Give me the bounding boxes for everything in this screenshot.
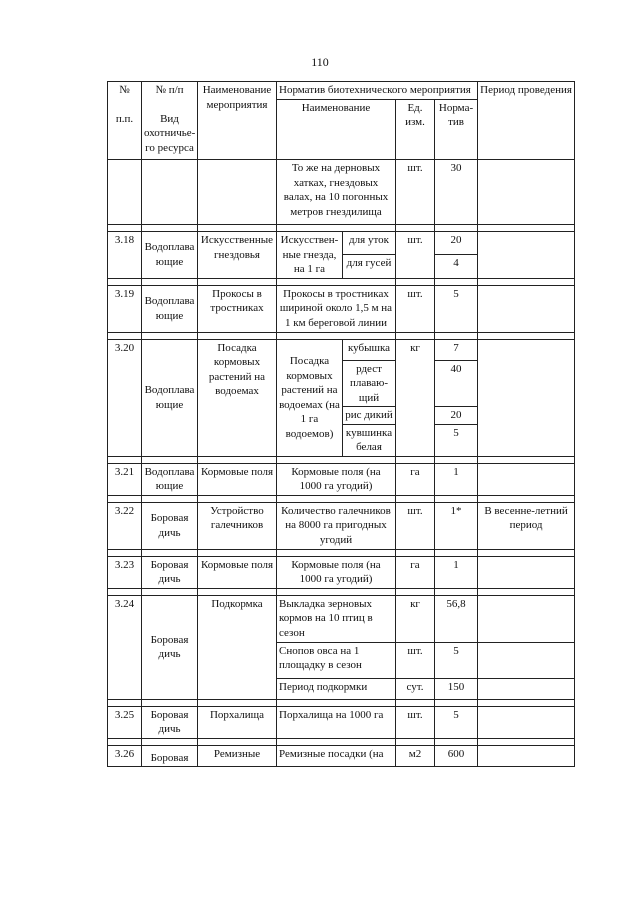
- row-norm: 7: [435, 339, 478, 360]
- row-num: 3.21: [108, 463, 142, 495]
- row-name: Кормовые поля (на 1000 га угодий): [277, 556, 396, 588]
- row-sub: для гусей: [343, 255, 396, 278]
- table-row: [108, 745, 575, 767]
- row-sub: для уток: [343, 232, 396, 255]
- header-num-line2: п.п.: [115, 112, 134, 125]
- row-unit: сут.: [396, 678, 435, 699]
- row-resource: Водоплава ющие: [142, 463, 198, 495]
- row-event: Искусственные гнездовья: [198, 232, 277, 279]
- cont-name: То же на дерновых хатках, гнездовых валах, на 10 погонных метров гнездилища: [277, 160, 396, 225]
- table-row: [108, 556, 575, 588]
- table-row: [108, 463, 575, 495]
- row-unit: шт.: [396, 642, 435, 678]
- row-norm: 1*: [435, 502, 478, 549]
- row-unit: кг: [396, 595, 435, 642]
- row-event: Порхалища: [198, 706, 277, 738]
- row-num: 3.24: [108, 595, 142, 699]
- row-unit: шт.: [396, 502, 435, 549]
- row-norm: 4: [435, 255, 478, 278]
- row-resource: Боровая: [142, 745, 198, 767]
- row-norm: 20: [435, 232, 478, 255]
- row-norm: 1: [435, 556, 478, 588]
- row-name: Ремизные посадки (на: [277, 745, 396, 767]
- row-norm: 5: [435, 706, 478, 738]
- row-unit: га: [396, 556, 435, 588]
- row-unit: м2: [396, 745, 435, 767]
- row-unit: кг: [396, 339, 435, 456]
- row-norm: 20: [435, 407, 478, 425]
- header-resource-line2: Вид охотничье-го ресурса: [144, 112, 196, 154]
- row-unit: шт.: [396, 706, 435, 738]
- page-number: 110: [311, 55, 329, 69]
- table-row: [108, 595, 575, 642]
- row-resource: Боровая дичь: [142, 502, 198, 549]
- header-resource-line1: № п/п: [155, 84, 184, 96]
- row-event: Прокосы в тростниках: [198, 285, 277, 332]
- row-name: Снопов овса на 1 площадку в сезон: [277, 642, 396, 678]
- row-resource: Боровая дичь: [142, 595, 198, 699]
- row-norm: 40: [435, 360, 478, 407]
- row-name: Выкладка зерновых кормов на 10 птиц в сезон: [277, 595, 396, 642]
- row-norm: 56,8: [435, 595, 478, 642]
- cont-unit: шт.: [396, 160, 435, 225]
- row-event: Кормовые поля: [198, 556, 277, 588]
- header-normative-group: Норматив биотехнического мероприятия: [277, 82, 478, 100]
- row-event: Подкормка: [198, 595, 277, 699]
- row-name: Посадка кормовых растений на водоемах (на 1 га водоемов): [277, 339, 343, 456]
- table-row: [108, 160, 575, 225]
- row-norm: 150: [435, 678, 478, 699]
- header-num-line1: №: [119, 84, 130, 96]
- norms-table: [107, 81, 575, 767]
- row-sub: кубышка: [343, 339, 396, 360]
- row-event: Ремизные: [198, 745, 277, 767]
- table-row: [108, 285, 575, 332]
- header-num: [108, 82, 142, 160]
- row-name: Кормовые поля (на 1000 га угодий): [277, 463, 396, 495]
- table-row: [108, 232, 575, 255]
- row-name: Количество галечников на 8000 га пригодных угодий: [277, 502, 396, 549]
- table-row: [108, 339, 575, 360]
- row-name: Искусствен-ные гнезда, на 1 га: [277, 232, 343, 279]
- row-name: Порхалища на 1000 га: [277, 706, 396, 738]
- row-norm: 5: [435, 642, 478, 678]
- row-num: 3.22: [108, 502, 142, 549]
- row-unit: га: [396, 463, 435, 495]
- row-num: 3.25: [108, 706, 142, 738]
- table-row: [108, 706, 575, 738]
- row-norm: 5: [435, 424, 478, 456]
- row-sub: рдест плаваю-щий: [343, 360, 396, 407]
- row-period: В весенне-летний период: [478, 502, 575, 549]
- row-num: 3.23: [108, 556, 142, 588]
- header-row: [108, 82, 575, 100]
- row-num: 3.20: [108, 339, 142, 456]
- row-name: Прокосы в тростниках шириной около 1,5 м на 1 км береговой линии: [277, 285, 396, 332]
- row-sub: кувшинка белая: [343, 424, 396, 456]
- row-resource: Водоплава ющие: [142, 285, 198, 332]
- row-resource: Боровая дичь: [142, 556, 198, 588]
- header-resource: [142, 82, 198, 160]
- header-norm: Норма-тив: [435, 99, 478, 160]
- row-resource: Боровая дичь: [142, 706, 198, 738]
- row-norm: 1: [435, 463, 478, 495]
- cont-norm: 30: [435, 160, 478, 225]
- row-sub: рис дикий: [343, 407, 396, 425]
- row-unit: шт.: [396, 232, 435, 279]
- header-norm-name: Наименование: [277, 99, 396, 160]
- row-num: 3.26: [108, 745, 142, 767]
- row-norm: 600: [435, 745, 478, 767]
- row-event: Посадка кормовых растений на водоемах: [198, 339, 277, 456]
- header-unit: Ед. изм.: [396, 99, 435, 160]
- row-name: Период подкормки: [277, 678, 396, 699]
- row-resource: Водоплава ющие: [142, 232, 198, 279]
- row-num: 3.18: [108, 232, 142, 279]
- row-resource: Водоплава ющие: [142, 339, 198, 456]
- row-unit: шт.: [396, 285, 435, 332]
- row-norm: 5: [435, 285, 478, 332]
- header-period: Период проведения: [478, 82, 575, 160]
- row-event: Устройство галечников: [198, 502, 277, 549]
- row-num: 3.19: [108, 285, 142, 332]
- row-event: Кормовые поля: [198, 463, 277, 495]
- header-event: Наименование мероприятия: [198, 82, 277, 160]
- table-row: [108, 502, 575, 549]
